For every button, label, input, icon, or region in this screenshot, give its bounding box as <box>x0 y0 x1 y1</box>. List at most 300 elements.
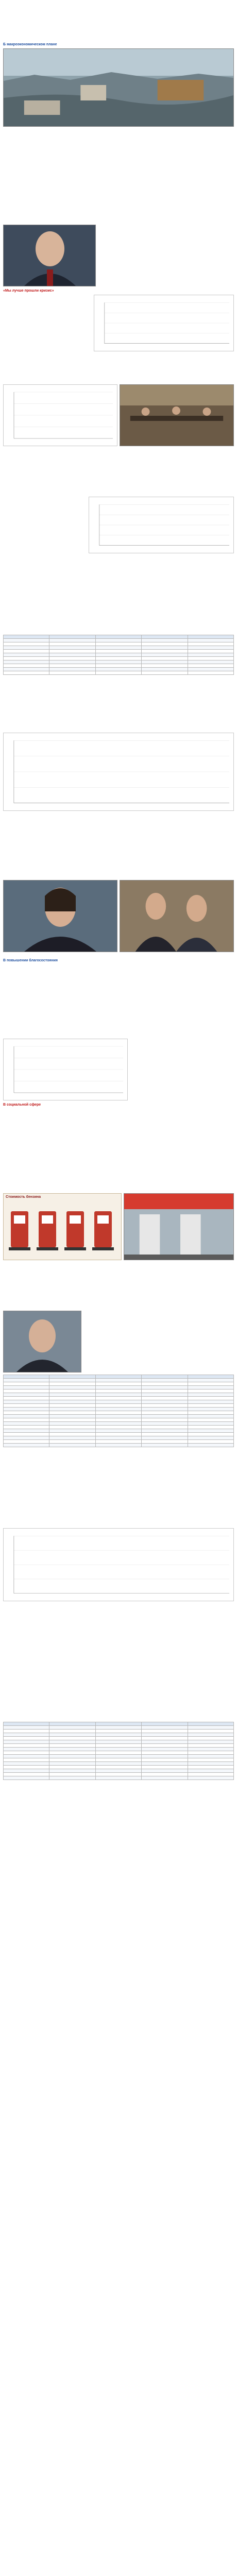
table-cell <box>95 650 141 653</box>
table-cell <box>95 1386 141 1389</box>
table-row <box>4 1748 234 1751</box>
chart-3-svg <box>4 733 233 810</box>
table-cell <box>142 642 188 646</box>
table-cell <box>142 1762 188 1766</box>
table-cell <box>95 1769 141 1773</box>
table-cell <box>188 1733 233 1737</box>
table-cell <box>49 1400 95 1404</box>
table-cell <box>4 1730 49 1733</box>
paragraph <box>98 225 234 285</box>
photo-portrait <box>3 225 96 286</box>
table-header-cell <box>142 1375 188 1379</box>
table-cell <box>4 1769 49 1773</box>
table-cell <box>49 642 95 646</box>
table-row <box>4 1404 234 1408</box>
table-cell <box>142 668 188 671</box>
table-cell <box>49 660 95 664</box>
table-cell <box>95 653 141 657</box>
table-cell <box>188 1758 233 1762</box>
table-cell <box>4 1733 49 1737</box>
table-cell <box>188 664 233 668</box>
table-row <box>4 1400 234 1404</box>
table-cell <box>95 1389 141 1393</box>
table-row <box>4 1755 234 1758</box>
table-row <box>4 650 234 653</box>
table-row <box>4 664 234 668</box>
table-cell <box>142 1740 188 1744</box>
table-cell <box>4 1382 49 1386</box>
table-row <box>4 1397 234 1400</box>
table-cell <box>49 1418 95 1422</box>
table-cell <box>142 1404 188 1408</box>
line-chart-3 <box>89 497 234 553</box>
table-cell <box>95 1422 141 1426</box>
table-cell <box>188 646 233 650</box>
table-header-cell <box>188 1722 233 1726</box>
table-cell <box>49 668 95 671</box>
table-cell <box>188 1766 233 1769</box>
table-cell <box>49 1379 95 1382</box>
table-row <box>4 1408 234 1411</box>
table-row <box>4 1751 234 1755</box>
table-cell <box>49 1429 95 1433</box>
table-cell <box>49 1726 95 1730</box>
table-cell <box>142 1382 188 1386</box>
chart-photo-row <box>3 384 234 446</box>
data-table-3 <box>3 1722 234 1771</box>
table-cell <box>4 639 49 642</box>
table-cell <box>95 1393 141 1397</box>
table-cell <box>4 1393 49 1397</box>
table-cell <box>49 1730 95 1733</box>
table-cell <box>95 1726 141 1730</box>
table-cell <box>188 1744 233 1748</box>
line-chart-4 <box>3 1039 128 1100</box>
table-cell <box>4 646 49 650</box>
table-cell <box>188 1404 233 1408</box>
table-cell <box>4 1400 49 1404</box>
chart-row-3 <box>3 497 234 553</box>
table-cell <box>142 1744 188 1748</box>
paragraph <box>3 497 86 552</box>
table-cell <box>49 1744 95 1748</box>
table-cell <box>95 1404 141 1408</box>
table-cell <box>4 1762 49 1766</box>
table-cell <box>4 657 49 660</box>
table-cell <box>49 1748 95 1751</box>
table-row <box>4 1389 234 1393</box>
table-cell <box>142 1733 188 1737</box>
table-header-cell <box>4 1722 49 1726</box>
table-cell <box>4 1429 49 1433</box>
table-header-cell <box>95 1722 141 1726</box>
table-header-cell <box>49 635 95 639</box>
table-cell <box>95 1418 141 1422</box>
table-cell <box>188 1751 233 1755</box>
chart-5-svg <box>4 1529 233 1601</box>
table-header-cell <box>142 635 188 639</box>
table-cell <box>142 1769 188 1773</box>
table-cell <box>188 668 233 671</box>
table-cell <box>142 660 188 664</box>
table-cell <box>49 1393 95 1397</box>
table-cell <box>188 1415 233 1418</box>
table-cell <box>4 1758 49 1762</box>
table-cell <box>49 1411 95 1415</box>
table-header-cell <box>49 1722 95 1726</box>
chart-caption <box>3 811 234 815</box>
table-cell <box>4 1748 49 1751</box>
table-row <box>4 1379 234 1382</box>
table-row <box>4 646 234 650</box>
data-table <box>3 1722 234 1780</box>
table-header-cell <box>95 635 141 639</box>
table-row <box>4 1733 234 1737</box>
table-cell <box>4 668 49 671</box>
photo-row-officials <box>3 880 234 952</box>
table-cell <box>95 1730 141 1733</box>
table-cell <box>4 1740 49 1744</box>
table-cell <box>142 1429 188 1433</box>
table-row <box>4 1758 234 1762</box>
table-row <box>4 668 234 671</box>
table-cell <box>142 1737 188 1740</box>
table-cell <box>4 1397 49 1400</box>
table-cell <box>188 1393 233 1397</box>
table-cell <box>49 1766 95 1769</box>
table-cell <box>49 650 95 653</box>
table-header-row <box>4 1375 234 1379</box>
table-cell <box>142 1397 188 1400</box>
table-cell <box>188 1429 233 1433</box>
table-row <box>4 1769 234 1773</box>
table-cell <box>4 1379 49 1382</box>
paragraph <box>3 2 234 26</box>
table-cell <box>142 1726 188 1730</box>
table-cell <box>142 1408 188 1411</box>
paragraph <box>3 176 234 223</box>
table-cell <box>188 1379 233 1382</box>
data-table-1 <box>3 635 234 672</box>
fuel-pumps-icon <box>4 1201 121 1258</box>
table-cell <box>142 1426 188 1429</box>
table-cell <box>188 1397 233 1400</box>
table-cell <box>49 1415 95 1418</box>
table-cell <box>95 1415 141 1418</box>
table-cell <box>4 1408 49 1411</box>
table-row <box>4 1382 234 1386</box>
table-header-row <box>4 635 234 639</box>
table-cell <box>142 1730 188 1733</box>
table-cell <box>142 1755 188 1758</box>
table-row <box>4 653 234 657</box>
bar-chart-2 <box>3 1528 234 1601</box>
table-cell <box>49 1751 95 1755</box>
table-cell <box>49 657 95 660</box>
table-header-cell <box>4 635 49 639</box>
table-header-cell <box>4 1375 49 1379</box>
paragraph <box>130 1039 234 1099</box>
table-cell <box>4 642 49 646</box>
portrait-row-2 <box>3 1311 234 1372</box>
line-chart-2 <box>3 384 117 446</box>
table-cell <box>188 1422 233 1426</box>
table-cell <box>188 1389 233 1393</box>
table-cell <box>49 653 95 657</box>
table-cell <box>188 639 233 642</box>
table-header-cell <box>188 635 233 639</box>
table-cell <box>4 1415 49 1418</box>
paragraph <box>3 1606 234 1720</box>
table-cell <box>49 1408 95 1411</box>
table-cell <box>142 1393 188 1397</box>
table-header-cell <box>188 1375 233 1379</box>
table-cell <box>142 1751 188 1755</box>
table-cell <box>188 653 233 657</box>
table-cell <box>188 1411 233 1415</box>
photo-caption <box>3 953 234 957</box>
table-cell <box>95 646 141 650</box>
table-cell <box>49 1426 95 1429</box>
table-cell <box>95 1411 141 1415</box>
table-row <box>4 642 234 646</box>
table-cell <box>188 1769 233 1773</box>
table-cell <box>188 1730 233 1733</box>
chart-0-svg <box>94 295 233 351</box>
table-cell <box>49 1382 95 1386</box>
table-cell <box>188 657 233 660</box>
section-heading: В повышении благосостояния <box>3 959 58 962</box>
photo-portrait-row <box>3 225 234 286</box>
table-cell <box>95 1737 141 1740</box>
table-cell <box>142 639 188 642</box>
table-cell <box>188 1408 233 1411</box>
table-row <box>4 1766 234 1769</box>
paragraph <box>3 816 234 878</box>
table-cell <box>188 1426 233 1429</box>
fuel-heading: Стоимость бензина <box>6 1195 41 1199</box>
table-cell <box>95 1426 141 1429</box>
table-cell <box>95 1758 141 1762</box>
table-cell <box>4 1418 49 1422</box>
table-cell <box>49 1740 95 1744</box>
table-cell <box>95 1748 141 1751</box>
section-heading: «Мы лучше прошли кризис» <box>3 289 54 293</box>
table-row <box>4 1411 234 1415</box>
table-row <box>4 1762 234 1766</box>
paragraph <box>3 1780 234 2576</box>
table-row <box>4 639 234 642</box>
table-row <box>4 1737 234 1740</box>
table-cell <box>188 642 233 646</box>
table-header-cell <box>95 1375 141 1379</box>
table-cell <box>95 1429 141 1433</box>
table-cell <box>49 1389 95 1393</box>
table-cell <box>4 1755 49 1758</box>
table-cell <box>4 660 49 664</box>
table-cell <box>95 1744 141 1748</box>
data-table <box>3 635 234 675</box>
table-cell <box>188 1382 233 1386</box>
table-cell <box>4 664 49 668</box>
paragraph <box>3 1109 234 1191</box>
photo-aerial-city <box>3 48 234 127</box>
table-row <box>4 1726 234 1730</box>
paragraph <box>3 674 234 731</box>
table-row <box>4 1415 234 1418</box>
table-cell <box>95 664 141 668</box>
table-cell <box>95 639 141 642</box>
table-cell <box>49 1755 95 1758</box>
table-cell <box>142 1411 188 1415</box>
table-row <box>4 1744 234 1748</box>
table-cell <box>95 1400 141 1404</box>
table-row <box>4 1418 234 1422</box>
fuel-price-infographic <box>3 1193 122 1260</box>
table-row <box>4 657 234 660</box>
photo-officials-meeting <box>120 880 234 952</box>
table-cell <box>49 1733 95 1737</box>
table-cell <box>4 653 49 657</box>
table-cell <box>4 1411 49 1415</box>
photo-official-woman <box>3 880 117 952</box>
table-cell <box>49 1404 95 1408</box>
chart-2-svg <box>89 497 233 553</box>
line-chart-1 <box>94 295 234 351</box>
paragraph <box>3 1262 234 1309</box>
table-cell <box>95 1740 141 1744</box>
table-cell <box>142 1386 188 1389</box>
bar-chart-1 <box>3 733 234 811</box>
table-cell <box>4 1426 49 1429</box>
chart-row-1 <box>3 295 234 351</box>
table-cell <box>188 1740 233 1744</box>
table-row <box>4 1740 234 1744</box>
table-cell <box>49 1386 95 1389</box>
table-cell <box>188 1755 233 1758</box>
table-row <box>4 660 234 664</box>
table-cell <box>49 664 95 668</box>
table-cell <box>49 1769 95 1773</box>
table-cell <box>49 1737 95 1740</box>
paragraph <box>3 132 234 174</box>
table-row <box>4 1386 234 1389</box>
table-cell <box>142 1766 188 1769</box>
table-cell <box>188 650 233 653</box>
table-cell <box>142 1748 188 1751</box>
paragraph <box>3 964 234 1037</box>
table-header-cell <box>49 1375 95 1379</box>
paragraph <box>3 448 234 495</box>
paragraph <box>3 27 234 41</box>
table-cell <box>142 653 188 657</box>
section-heading: В социальной сфере <box>3 1103 41 1107</box>
paragraph <box>3 1433 234 1526</box>
table-cell <box>142 1415 188 1418</box>
table-header-cell <box>142 1722 188 1726</box>
chart-1-svg <box>4 385 117 446</box>
table-cell <box>4 1422 49 1426</box>
table-row <box>4 1393 234 1397</box>
section-heading: Б макроэкономическом плане <box>3 43 57 46</box>
table-row <box>4 1422 234 1426</box>
table-cell <box>4 1386 49 1389</box>
table-cell <box>95 1733 141 1737</box>
table-cell <box>142 657 188 660</box>
table-cell <box>4 650 49 653</box>
table-cell <box>95 1762 141 1766</box>
paragraph <box>3 295 91 350</box>
table-cell <box>95 1751 141 1755</box>
table-cell <box>142 1758 188 1762</box>
table-cell <box>188 1400 233 1404</box>
paragraph <box>3 353 234 382</box>
table-cell <box>142 1422 188 1426</box>
paragraph <box>3 555 234 633</box>
table-cell <box>95 668 141 671</box>
table-cell <box>49 646 95 650</box>
table-cell <box>188 1748 233 1751</box>
table-cell <box>188 1737 233 1740</box>
table-cell <box>188 1418 233 1422</box>
table-cell <box>95 1408 141 1411</box>
table-cell <box>188 1726 233 1730</box>
table-row <box>4 1730 234 1733</box>
table-cell <box>95 642 141 646</box>
table-cell <box>4 1404 49 1408</box>
table-cell <box>142 646 188 650</box>
table-cell <box>142 650 188 653</box>
table-cell <box>142 1418 188 1422</box>
table-cell <box>49 1397 95 1400</box>
table-row <box>4 1429 234 1433</box>
paragraph <box>83 1311 234 1371</box>
table-cell <box>95 660 141 664</box>
photo-conference-hall <box>120 384 234 446</box>
table-cell <box>142 664 188 668</box>
chart-caption <box>3 1601 234 1605</box>
photo-caption <box>3 127 234 130</box>
table-cell <box>4 1726 49 1730</box>
table-cell <box>95 1397 141 1400</box>
table-cell <box>95 1382 141 1386</box>
table-cell <box>188 1386 233 1389</box>
chart-4-svg <box>4 1039 127 1100</box>
table-cell <box>95 657 141 660</box>
table-cell <box>188 1762 233 1766</box>
table-cell <box>4 1737 49 1740</box>
photo-portrait-2 <box>3 1311 81 1372</box>
table-cell <box>4 1751 49 1755</box>
table-cell <box>188 660 233 664</box>
table-cell <box>4 1389 49 1393</box>
fuel-section <box>3 1193 234 1260</box>
photo-gas-station <box>124 1193 234 1260</box>
table-cell <box>142 1389 188 1393</box>
table-cell <box>49 1758 95 1762</box>
table-cell <box>4 1744 49 1748</box>
table-cell <box>49 1422 95 1426</box>
chart-row-4 <box>3 1039 234 1100</box>
table-cell <box>4 1766 49 1769</box>
table-header-row <box>4 1722 234 1726</box>
table-row <box>4 1426 234 1429</box>
table-cell <box>142 1379 188 1382</box>
table-cell <box>49 639 95 642</box>
table-cell <box>95 1755 141 1758</box>
data-table-2 <box>3 1375 234 1431</box>
table-cell <box>95 1379 141 1382</box>
